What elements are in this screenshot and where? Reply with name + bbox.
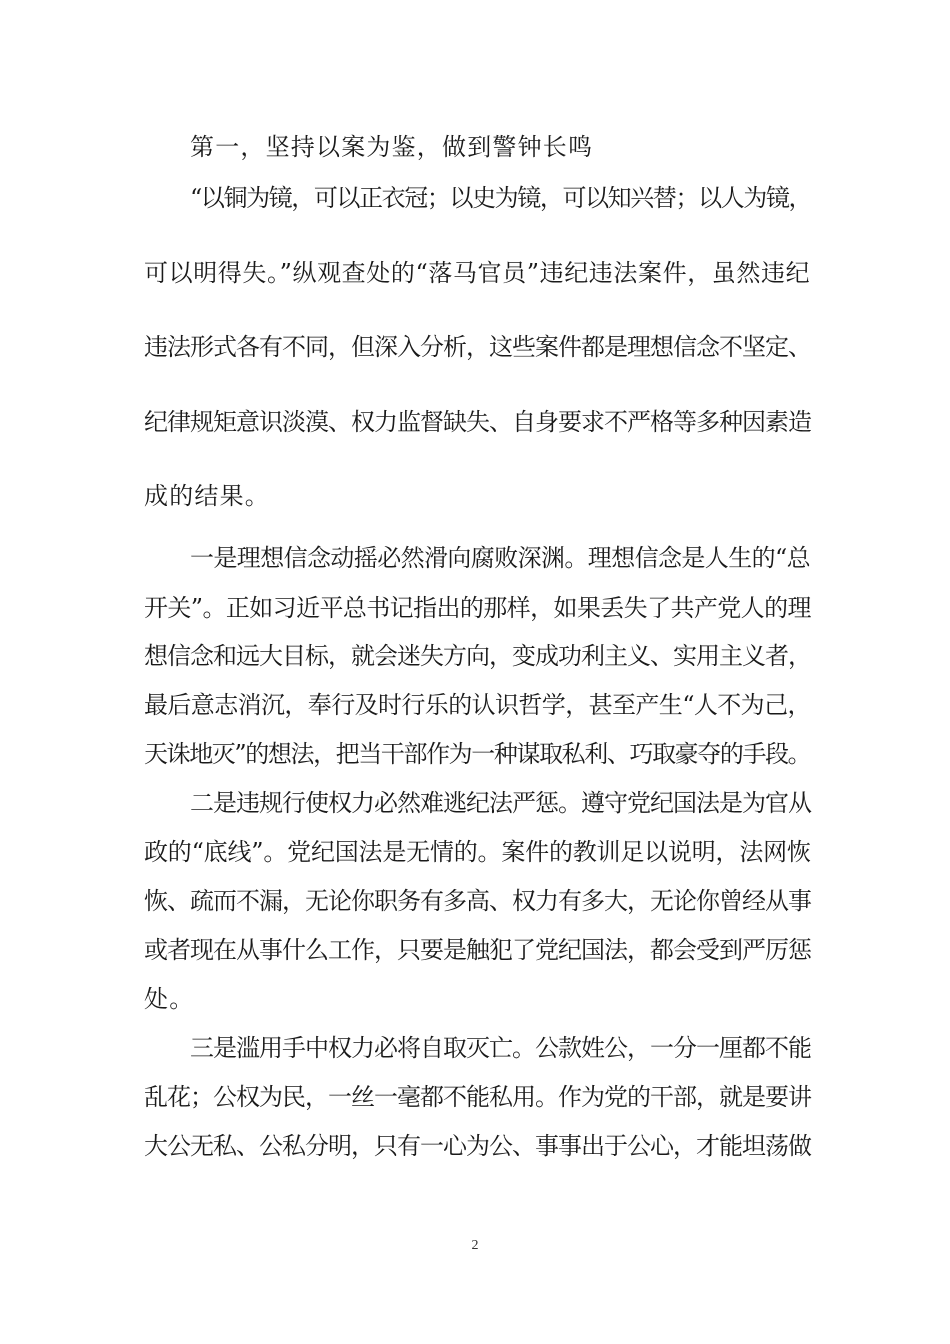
paragraph-line: 开关”。正如习近平总书记指出的那样，如果丢失了共产党人的理 — [144, 594, 811, 622]
paragraph-line: 一是理想信念动摇必然滑向腐败深渊。理想信念是人生的“总 — [190, 544, 811, 572]
paragraph-line: 成的结果。 — [144, 482, 270, 510]
paragraph-line: 或者现在从事什么工作，只要是触犯了党纪国法，都会受到严厉惩 — [144, 936, 811, 964]
paragraph-line: 二是违规行使权力必然难逃纪法严惩。遵守党纪国法是为官从 — [190, 789, 811, 817]
paragraph-line: 最后意志消沉，奉行及时行乐的认识哲学，甚至产生“人不为己， — [144, 691, 811, 719]
paragraph-line: 乱花；公权为民，一丝一毫都不能私用。作为党的干部，就是要讲 — [144, 1083, 811, 1111]
paragraph-line: 纪律规矩意识淡漠、权力监督缺失、自身要求不严格等多种因素造 — [144, 408, 811, 436]
paragraph-line: 想信念和远大目标，就会迷失方向，变成功利主义、实用主义者， — [144, 642, 811, 670]
paragraph-line: 违法形式各有不同，但深入分析，这些案件都是理想信念不坚定、 — [144, 333, 811, 361]
paragraph-line: 可以明得失。”纵观查处的“落马官员”违纪违法案件，虽然违纪 — [144, 259, 811, 287]
paragraph-line: “以铜为镜，可以正衣冠；以史为镜，可以知兴替；以人为镜， — [190, 184, 812, 212]
paragraph-line: 政的“底线”。党纪国法是无情的。案件的教训足以说明，法网恢 — [144, 838, 811, 866]
paragraph-line: 天诛地灭”的想法，把当干部作为一种谋取私利、巧取豪夺的手段。 — [144, 740, 811, 768]
paragraph-line: 恢、疏而不漏，无论你职务有多高、权力有多大，无论你曾经从事 — [144, 887, 811, 915]
section-heading: 第一，坚持以案为鉴，做到警钟长鸣 — [190, 133, 594, 161]
page-number: 2 — [471, 1238, 479, 1253]
paragraph-line: 大公无私、公私分明，只有一心为公、事事出于公心，才能坦荡做 — [144, 1132, 811, 1160]
paragraph-line: 三是滥用手中权力必将自取灭亡。公款姓公，一分一厘都不能 — [190, 1034, 811, 1062]
paragraph-line: 处。 — [144, 985, 195, 1013]
